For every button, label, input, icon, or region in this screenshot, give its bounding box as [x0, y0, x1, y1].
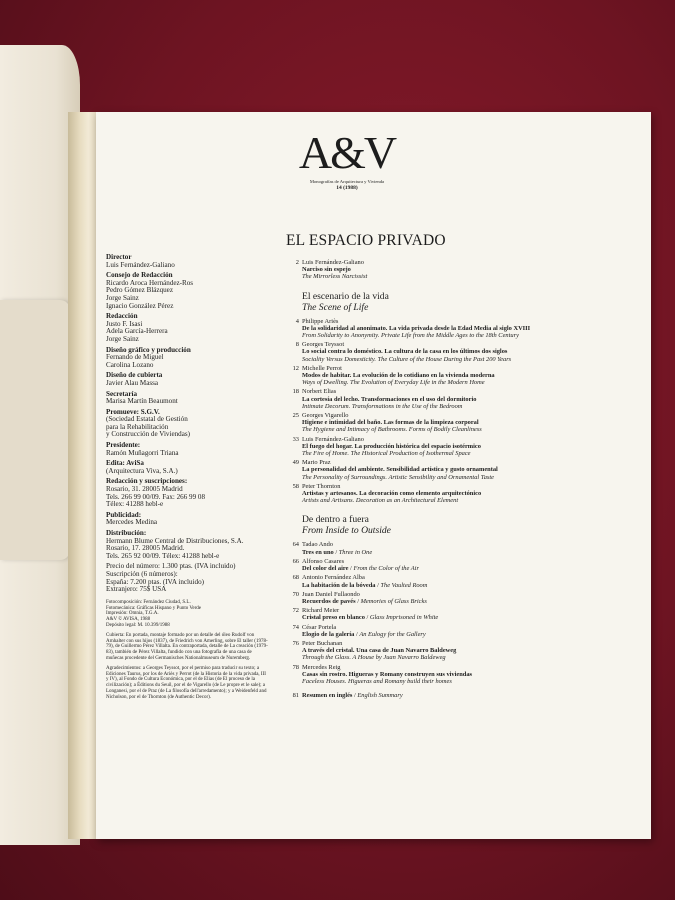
toc-entries	[286, 259, 636, 699]
page-number: 25	[292, 412, 299, 420]
credit-heading: Edita: AviSa	[106, 459, 144, 468]
entry-english-title: The Vaulted Room	[380, 581, 428, 589]
credit-block	[106, 272, 268, 310]
credit-line: Rosario, 17. 28005 Madrid.	[106, 544, 185, 553]
entry-title: Casas sin rostro. Higueras y Romany construyen sus viviendas	[302, 670, 473, 678]
logo-mark: A&V	[298, 127, 396, 178]
credit-line: Adela García-Herrera	[106, 327, 168, 336]
entry-title: Tres en uno	[302, 548, 334, 556]
entry-title: La habitación de la bóveda	[302, 581, 376, 589]
toc-entry	[292, 388, 636, 410]
production-line: Fotomecánica: Gráficas Hispano y Punto Verde	[106, 605, 202, 611]
production-credits	[106, 600, 268, 629]
credit-line: Javier Alau Massa	[106, 378, 159, 387]
credit-line: Rosario, 31. 28005 Madrid	[106, 485, 183, 494]
page-number: 64	[292, 541, 299, 549]
entry-author: Georges Teyssot	[302, 341, 345, 349]
page-number: 66	[292, 557, 299, 565]
toc-entry	[292, 557, 636, 573]
entry-title: Elogio de la galería	[302, 630, 355, 638]
page-number: 33	[292, 435, 299, 443]
entry-english-title: The Personality of Surroundings. Artistic Sensibility and Ornamental Taste	[302, 473, 495, 481]
entry-english-title: From Solidarity to Anonymity. Private Life from the Middle Ages to the 18th Century	[302, 332, 519, 340]
entry-body	[302, 591, 636, 605]
credit-line: Ignacio González Pérez	[106, 301, 174, 310]
entry-body	[302, 459, 636, 481]
credit-line: Fernando de Miguel	[106, 353, 164, 362]
production-line: Impresión: Omnia, T.G.A.	[106, 611, 159, 617]
section-title: De dentro a fuera	[302, 514, 369, 526]
credit-line: Carolina Lozano	[106, 360, 154, 369]
entry-title: Modos de habitar. La evolución de lo cotidiano en la vivienda moderna	[302, 372, 495, 380]
production-line: A&V © AVISA, 1988	[106, 617, 151, 623]
entry-english-title: The Hygiene and Intimacy of Bathrooms. Forms of Bodily Cleanliness	[302, 426, 482, 434]
entry-author: Juan Daniel Fullaondo	[302, 590, 360, 598]
production-line: Depósito legal: M. 10.399/1988	[106, 622, 170, 628]
separator: /	[348, 565, 354, 573]
credit-line: Precio del número: 1.300 ptas. (IVA incluido)	[106, 562, 236, 571]
entry-author: Antonio Fernández Alba	[302, 574, 365, 582]
toc-entry	[295, 259, 636, 281]
entry-english-title: Sociality Versus Domesticity. The Culture of the House During the Past 200 Years	[302, 355, 512, 363]
entry-body	[302, 664, 636, 686]
credit-line: (Sociedad Estatal de Gestión	[106, 415, 188, 424]
toc-entry	[292, 590, 636, 605]
entry-title: Higiene e intimidad del baño. Las formas de la limpieza corporal	[302, 419, 479, 427]
masthead-credits	[106, 254, 268, 704]
entry-author: César Portela	[302, 623, 337, 631]
toc-entry	[292, 574, 636, 589]
credit-line: Télex: 41288 hebl-e	[106, 500, 164, 509]
magazine-page	[96, 112, 651, 839]
credit-line: Tels. 265 92 00/09. Télex: 41288 hebl-e	[106, 551, 220, 560]
credit-line: Jorge Sainz	[106, 334, 139, 343]
entry-author: Luis Fernández-Galiano	[302, 435, 364, 443]
page-number: 81	[292, 692, 299, 700]
entry-body	[302, 436, 636, 458]
credit-heading: Director	[106, 253, 132, 261]
credit-heading: Diseño de cubierta	[106, 371, 163, 380]
credit-block	[106, 254, 268, 269]
entry-title: Recuerdos de pavés	[302, 597, 356, 605]
toc-entry	[292, 623, 636, 638]
section-title: El escenario de la vida	[302, 290, 389, 302]
entry-body	[302, 341, 636, 363]
toc-entry	[295, 341, 636, 363]
separator: /	[333, 548, 339, 556]
entry-title-line	[302, 582, 636, 589]
separator: /	[375, 581, 381, 589]
credit-line: Extranjero: 75$ USA	[106, 585, 167, 594]
toc-entry	[292, 412, 636, 434]
entry-body	[302, 607, 636, 621]
folded-flap	[0, 300, 70, 560]
page-number: 8	[295, 341, 299, 349]
entry-english-title: Memories of Glass Bricks	[360, 597, 427, 605]
entry-title-line	[302, 565, 636, 572]
credit-line: para la Rehabilitación	[106, 422, 169, 431]
entry-english-title: From the Color of the Air	[353, 565, 419, 573]
entry-body	[302, 318, 636, 340]
credit-heading: Consejo de Redacción	[106, 271, 173, 280]
entry-body	[302, 640, 636, 662]
entry-body	[302, 412, 636, 434]
toc-entry	[292, 364, 636, 387]
credit-line: Jorge Sainz	[106, 293, 139, 302]
credit-line: Ramón Muñagorri Triana	[106, 448, 179, 457]
entry-title-line	[302, 692, 636, 699]
toc-entry	[292, 435, 636, 458]
credit-line: Ricardo Aroca Hernández-Ros	[106, 278, 194, 287]
entry-body	[302, 365, 636, 387]
entry-title: La personalidad del ambiente. Sensibilidad artística y gusto ornamental	[302, 466, 498, 474]
toc-entry	[292, 663, 636, 686]
credit-line: Pedro Gómez Blázquez	[106, 286, 173, 295]
toc-entry	[292, 541, 636, 556]
entry-author: Alfonso Casares	[302, 557, 345, 565]
entry-author: Michelle Perrot	[302, 364, 342, 372]
toc-entry	[292, 482, 636, 505]
logo-subtitle: Monografías de Arquitectura y Vivienda	[309, 179, 385, 184]
entry-author: Peter Buchanan	[302, 639, 343, 647]
page-number: 58	[292, 482, 299, 490]
credit-heading: Secretaría	[106, 389, 137, 398]
credit-line: Justo F. Isasi	[106, 319, 143, 328]
credit-line: Mercedes Medina	[106, 518, 158, 527]
table-of-contents	[286, 232, 636, 701]
credit-block	[106, 409, 268, 439]
entry-title: Resumen en inglés	[302, 692, 353, 700]
page-number: 72	[292, 607, 299, 615]
entry-title: Narciso sin espejo	[302, 266, 351, 274]
entry-body	[302, 259, 636, 281]
production-line: Fotocomposición: Fernández Ciudad, S.L.	[106, 599, 191, 605]
entry-author: Luis Fernández-Galiano	[302, 259, 364, 266]
entry-author: Norbert Elias	[302, 388, 337, 396]
separator: /	[364, 614, 370, 622]
entry-author: Peter Thornton	[302, 482, 341, 490]
credit-line: (Arquitectura Viva, S.A.)	[106, 466, 178, 475]
credit-line: España: 7.200 ptas. (IVA incluido)	[106, 577, 204, 586]
entry-english-title: Three in One	[338, 548, 373, 556]
credit-heading: Publicidad:	[106, 510, 142, 519]
page-number: 68	[292, 574, 299, 582]
credit-heading: Diseño gráfico y producción	[106, 345, 191, 354]
credit-block	[106, 478, 268, 508]
page-number: 12	[292, 364, 299, 372]
credit-block	[106, 313, 268, 343]
entry-english-title: Ways of Dwelling. The Evolution of Everyday Life in the Modern Home	[302, 379, 485, 387]
credit-block	[106, 391, 268, 406]
entry-body	[302, 558, 636, 572]
magazine-logo	[292, 127, 402, 192]
entry-title: Del color del aire	[302, 565, 349, 573]
cover-note: Cubierta: En portada, montaje formado por un detalle del óleo Rudolf von Arnhalter con sus hijos (1837), de Friedrich von Amerling, sobre El taller (1978-79), de Guillermo Pérez Villalta. En contraportada, detalle de La creación (1979-83), también de Pérez Villalta, fundido con una fotografía de una casa de muñecas procedente del Germanisches Nationalmuseum de Nuremberg.	[106, 632, 268, 661]
section-subtitle: The Scene of Life	[302, 301, 369, 313]
entry-author: Georges Vigarello	[302, 412, 349, 420]
entry-title-line	[302, 631, 636, 638]
credit-line: Suscripción (6 números):	[106, 569, 178, 578]
entry-english-title: Glass Imprisoned in White	[369, 614, 439, 622]
credit-block	[106, 530, 268, 560]
entry-body	[302, 574, 636, 588]
entry-english-title: The Mirrorless Narcissist	[302, 273, 368, 281]
entry-body	[302, 541, 636, 555]
section-subtitle: From Inside to Outside	[302, 525, 391, 537]
entry-english-title: Faceless Houses. Higueras and Romany build their homes	[302, 677, 452, 685]
toc-entry	[295, 317, 636, 340]
entry-author: Mario Praz	[302, 459, 331, 467]
entry-title: Lo social contra lo doméstico. La cultura de la casa en los últimos dos siglos	[302, 348, 508, 356]
credit-line: y Construcción de Viviendas)	[106, 430, 190, 439]
entry-title: La cortesía del lecho. Transformaciones en el uso del dormitorio	[302, 395, 477, 403]
entry-body	[302, 388, 636, 410]
issue-title: EL ESPACIO PRIVADO	[286, 232, 446, 249]
entry-body	[302, 624, 636, 638]
toc-entry	[292, 692, 636, 700]
credit-line: Marisa Martín Beaumont	[106, 397, 178, 406]
entry-title: A través del cristal. Una casa de Juan Navarro Baldeweg	[302, 647, 457, 655]
entry-author: Tadao Ando	[302, 541, 333, 549]
entry-author: Mercedes Reig	[302, 663, 341, 671]
entry-body	[302, 692, 636, 699]
acknowledgements-note: Agradecimientos: a Georges Teyssot, por el permiso para traducir su texto; a Ediciones Taurus, por los de Ariès y Perrot (de la Historia de la vida privada, III y IV), al Fondo de Cultura Económica, por el de Elias (de El proceso de la civilización); a Éditions du Seuil, por el de Vigarello (de Le propre et le sale); a Longanesi, por el de Praz (de La filosofía dell'arredamento); y a Weidenfeld and Nicholson, por el de Thornton (de Authentic Decor).	[106, 665, 267, 700]
entry-title: El fuego del hogar. La producción histórica del espacio isotérmico	[302, 442, 481, 450]
toc-entry	[292, 459, 636, 481]
credit-line: Luis Fernández-Galiano	[106, 260, 175, 269]
entry-title: Cristal preso en blanco	[302, 614, 365, 622]
page-number: 74	[292, 623, 299, 631]
credit-line: Hermann Blume Central de Distribuciones, S.A.	[106, 536, 244, 545]
separator: /	[355, 597, 361, 605]
entry-english-title: An Eulogy for the Gallery	[359, 630, 426, 638]
entry-title: De la solidaridad al anonimato. La vida privada desde la Edad Media al siglo XVIII	[302, 324, 531, 332]
page-number: 76	[292, 639, 299, 647]
entry-english-title: Artists and Artisans. Decoration as an Architectural Element	[302, 497, 459, 505]
page-number: 70	[292, 590, 299, 598]
credit-heading: Presidente:	[106, 441, 141, 450]
credit-block	[106, 442, 268, 457]
credit-heading: Distribución:	[106, 529, 147, 537]
entry-english-title: Through the Glass. A House by Juan Navarro Baldeweg	[302, 654, 446, 662]
toc-entry	[292, 607, 636, 622]
entry-title-line	[302, 549, 636, 556]
entry-english-title: The Fire of Home. The Historical Production of Isothermal Space	[302, 450, 471, 458]
credit-block	[106, 347, 268, 370]
entry-english-title: English Summary	[357, 692, 403, 700]
page-number: 4	[295, 317, 299, 325]
credit-line: Tels. 266 99 00/09. Fax: 266 99 08	[106, 492, 206, 501]
entry-title-line	[302, 614, 636, 621]
page-number: 49	[292, 459, 299, 467]
entry-title: Artistas y artesanos. La decoración como elemento arquitectónico	[302, 490, 482, 498]
entry-author: Richard Meier	[302, 607, 340, 615]
credit-heading: Redacción y suscripciones:	[106, 477, 188, 486]
credit-heading: Promueve: S.G.V.	[106, 407, 160, 416]
entry-english-title: Intimate Decorum. Transformations in the Use of the Bedroom	[302, 402, 463, 410]
credit-heading: Redacción	[106, 312, 138, 321]
credit-block	[106, 563, 268, 593]
page-number: 2	[295, 259, 299, 266]
separator: /	[354, 630, 360, 638]
entry-author: Philippe Ariès	[302, 317, 339, 325]
credit-block	[106, 460, 268, 475]
issue-number: 14 (1988)	[336, 185, 358, 191]
entry-title-line	[302, 598, 636, 605]
credit-block	[106, 372, 268, 387]
entry-body	[302, 483, 636, 505]
page-number: 78	[292, 663, 299, 671]
separator: /	[352, 692, 358, 700]
credit-block	[106, 512, 268, 527]
toc-entry	[292, 639, 636, 662]
page-number: 18	[292, 388, 299, 396]
